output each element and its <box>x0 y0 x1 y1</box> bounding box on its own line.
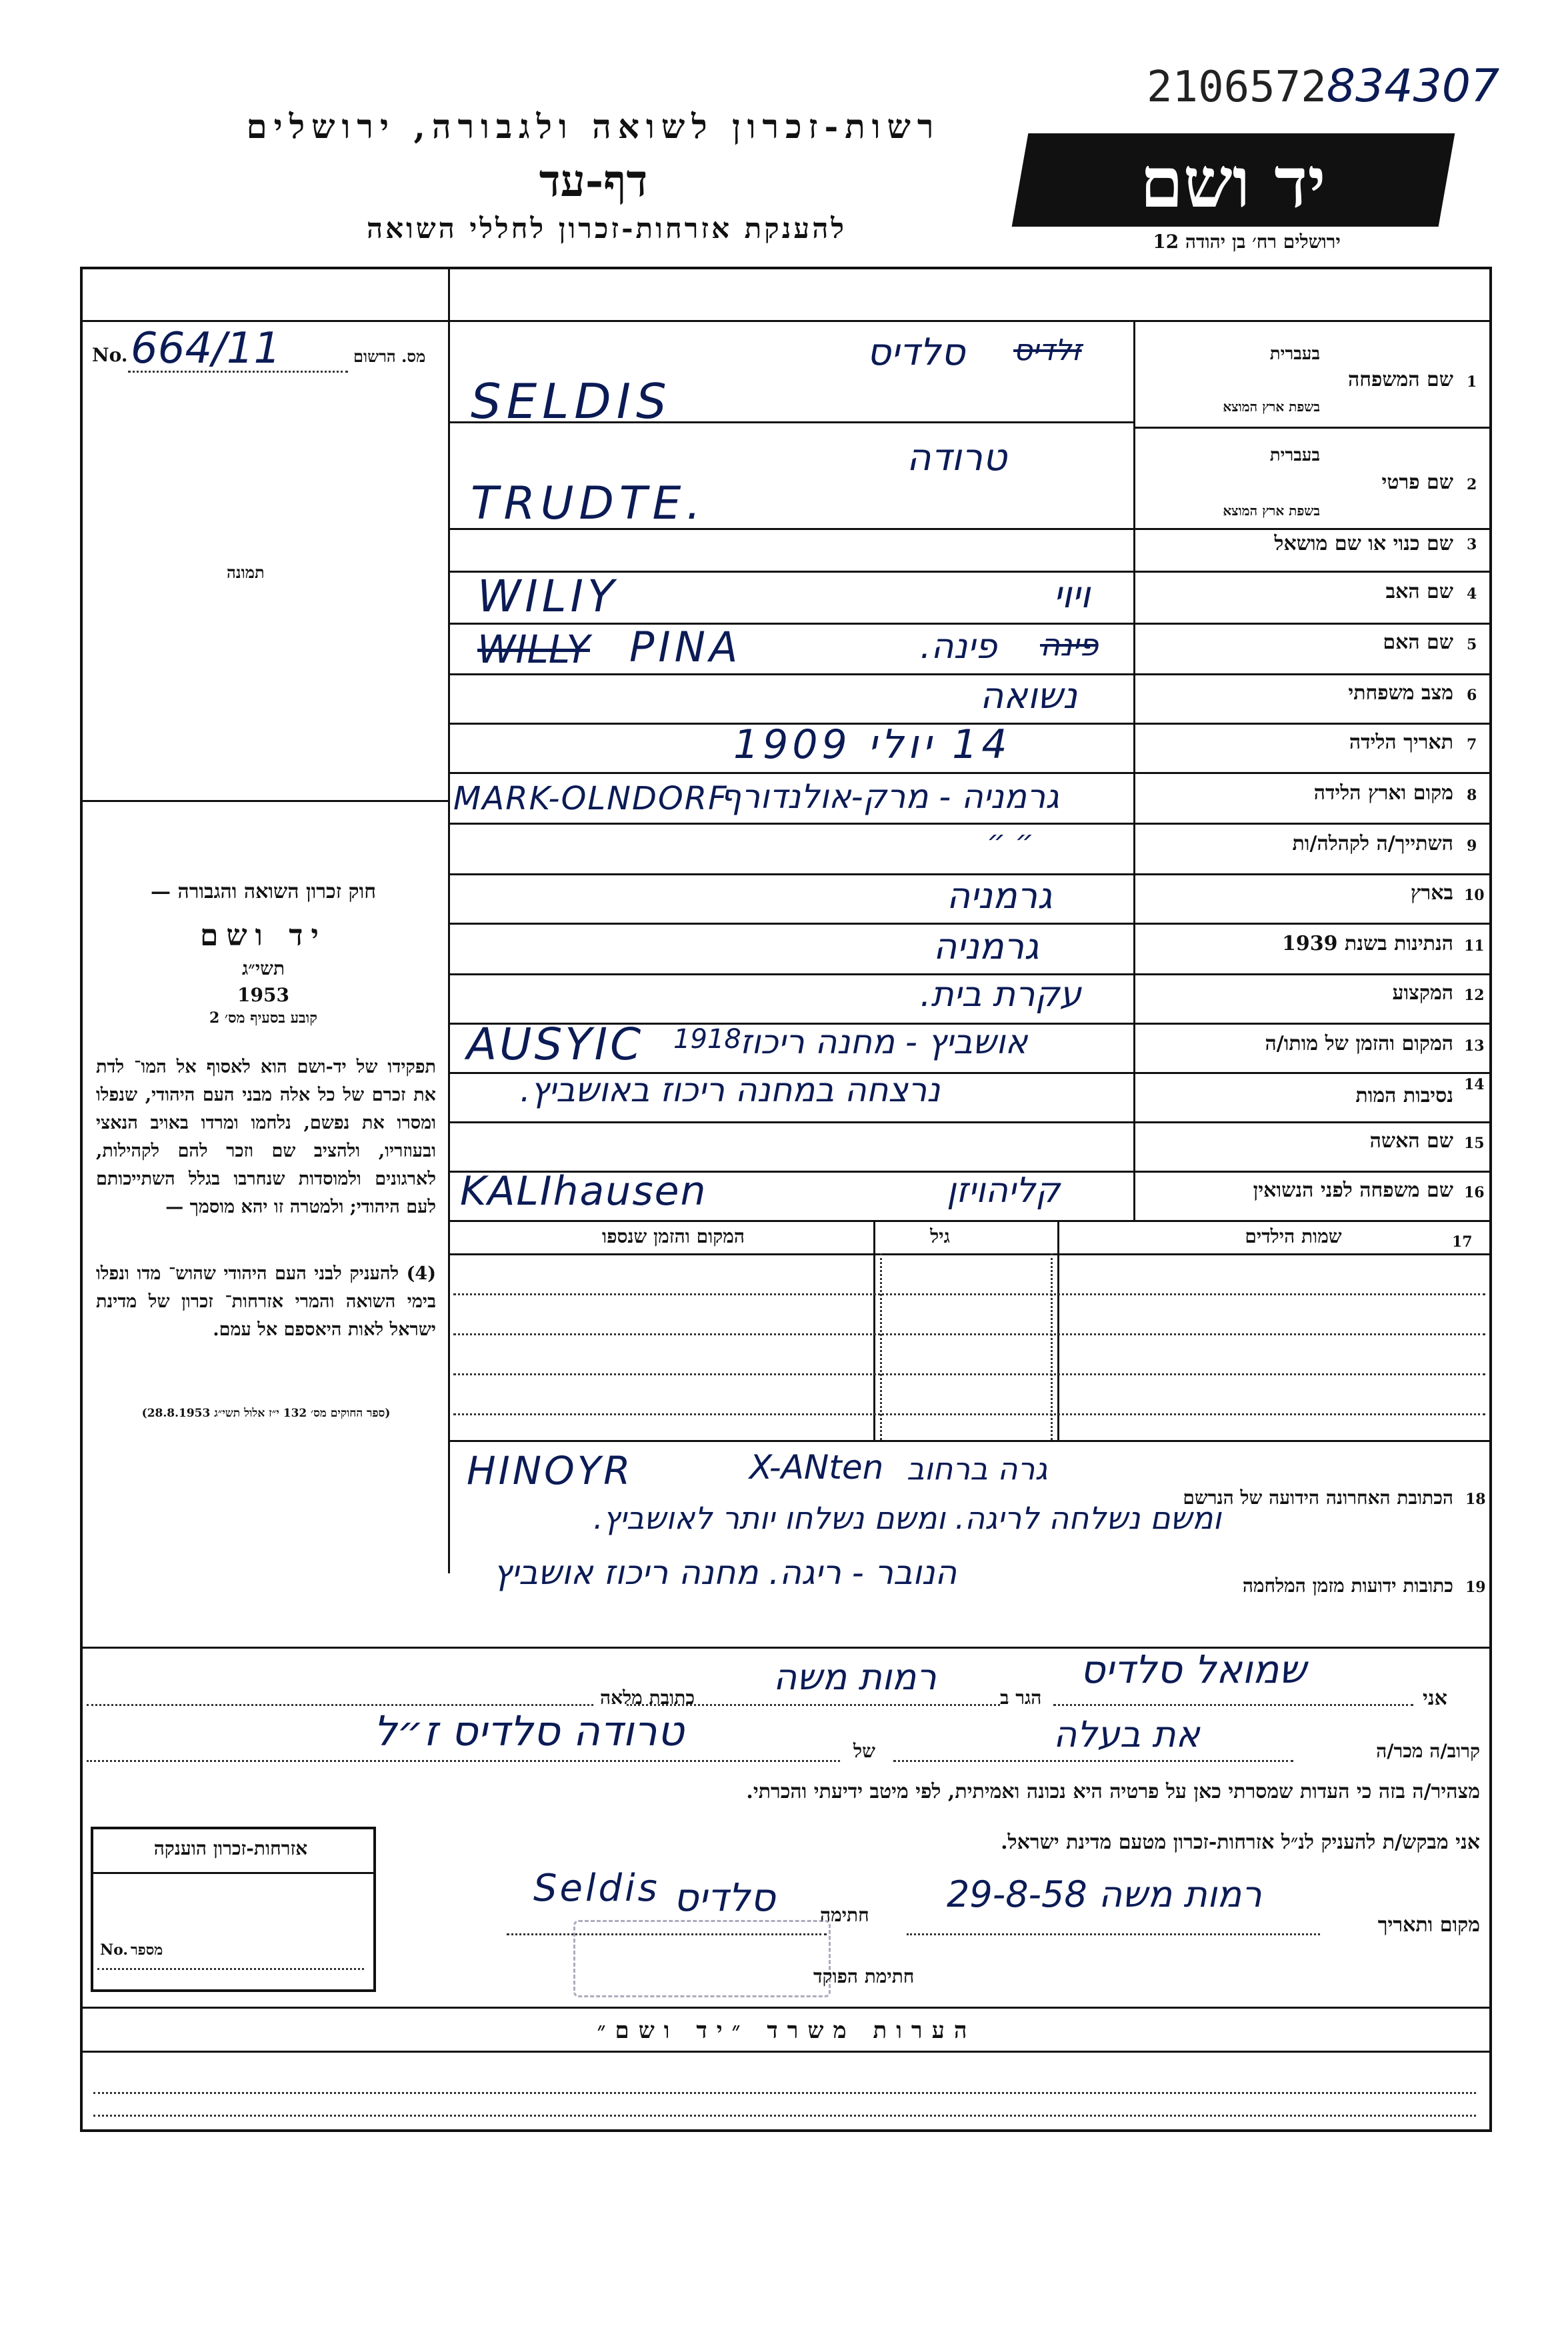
address-19-value[interactable]: הנובר - ריגה. מחנה ריכוז אושביץ <box>493 1553 957 1592</box>
field-1-label: שם המשפחה <box>1347 368 1453 391</box>
declaration-i-value[interactable]: שמואל סלדיס <box>1080 1647 1307 1692</box>
registration-label: מס. הרשום <box>353 347 426 366</box>
children-num: 17 <box>1452 1233 1473 1251</box>
photo-label: תמונה <box>227 563 265 582</box>
field-2-sub-hebrew: בעברית <box>1269 445 1320 465</box>
field-13-value-year: 1918 <box>673 1024 741 1055</box>
law-clause: קובע בסעיף מס׳ 2 <box>209 1009 318 1027</box>
address-19-label: כתובות ידועות מזמן המלחמה <box>1242 1575 1453 1597</box>
field-5-value-hebrew[interactable]: פינה. <box>920 627 997 667</box>
logo-address: ירושלים רח׳ בן יהודה 12 <box>1153 231 1341 253</box>
declaration-i-label: אני <box>1423 1687 1447 1710</box>
field-1-sub-origin: בשפת ארץ המוצא <box>1223 399 1320 415</box>
declaration-signature-value[interactable]: סלדיס <box>673 1875 775 1920</box>
field-8-num: 8 <box>1467 787 1477 804</box>
declaration-place-date-label: מקום ותאריך <box>1377 1913 1480 1937</box>
field-1-value-hebrew[interactable]: סלדיס <box>867 331 965 374</box>
field-16-value-hebrew[interactable]: קליהויזן <box>947 1171 1061 1211</box>
address-19-num: 19 <box>1465 1579 1486 1596</box>
declaration-relative-label: קרוב/ה מכר/ה <box>1376 1740 1480 1762</box>
field-8-label: מקום וארץ הלידה <box>1313 781 1453 805</box>
field-10-value-hebrew[interactable]: גרמניה <box>947 875 1053 917</box>
declaration-of-label: של <box>853 1740 875 1762</box>
field-5-value-struck: פינה <box>1040 627 1099 663</box>
field-4-label: שם האב <box>1385 580 1453 603</box>
field-8-value-latin[interactable]: MARK-OLNDORF <box>453 780 728 817</box>
declaration-relative-value[interactable]: את בעלה <box>1053 1713 1200 1755</box>
law-body-clause4: (4) להעניק לבני העם היהודי שהוש־ מדו ונפלו בימי השואה והמרי אזרחות־ זכרון של מדינת ישראל לאות היאספם אל עמם. <box>96 1263 436 1340</box>
declaration-stamp-label: חתימת הפוקד <box>813 1965 915 1987</box>
children-col-place: המקום והזמן שנספו <box>602 1225 745 1247</box>
law-title: חוק זכרון השואה והגבורה — <box>151 880 376 903</box>
field-1-num: 1 <box>1467 373 1477 391</box>
declaration-statement-1: מצהיר/ה בזה כי העדות שמסרתי כאן על פרטיה היא נכונה ואמיתית, לפי מיטב ידיעתי והכרתי. <box>746 1780 1480 1803</box>
field-2-num: 2 <box>1467 476 1477 493</box>
field-10-num: 10 <box>1464 887 1485 904</box>
field-8-value-hebrew[interactable]: גרמניה - מרק-אולנדורף <box>720 777 1059 816</box>
law-year: 1953 <box>237 984 289 1006</box>
declaration-statement-2: אני מבקש/ת להעניק לנ״ל אזרחות-זכרון מטעם מדינת ישראל. <box>1001 1831 1480 1854</box>
field-4-value-hebrew[interactable]: ויוי <box>1053 573 1091 617</box>
logo-text: יד ושם <box>1140 141 1326 223</box>
address-18-value-latin2[interactable]: X-ANten <box>749 1448 884 1487</box>
declaration-of-value[interactable]: טרודה סלדיס ז״ל <box>373 1707 684 1755</box>
serial-number-handwritten: 834307 <box>1326 60 1500 113</box>
field-16-value-latin[interactable]: KALIhausen <box>460 1168 707 1215</box>
field-3-label: שם כנוי או שם מושאל <box>1274 532 1453 555</box>
field-5-value-struck-latin: WILLY <box>477 627 590 672</box>
field-10-label: בארץ <box>1410 881 1453 905</box>
official-stamp <box>573 1920 831 1997</box>
field-1-value-struck: זלדיס <box>1013 333 1082 367</box>
field-5-num: 5 <box>1467 636 1477 653</box>
address-18-value-hebrew[interactable]: גרה ברחוב <box>907 1451 1048 1487</box>
yad-vashem-logo <box>1012 133 1455 227</box>
field-7-num: 7 <box>1467 736 1477 753</box>
field-16-label: שם משפחה לפני הנשואין <box>1253 1179 1453 1202</box>
law-body: תפקידו של יד-ושם הוא לאסוף אל המו־ לדת את זכרם של כל אלה מבני העם היהודי, שנפלו ומסרו את נפשם, נלחמו ומרדו באויב הנאצי ובעוזריו, ולהציב שם וזכר להם לקהילות, לארגונים ולמוסדות שנחרבו בגלל השתייכותם לעם היהודי; ולמטרה זו יהא מוסמך — <box>96 1057 436 1217</box>
field-9-value-hebrew[interactable]: ״ ״ <box>987 824 1034 858</box>
field-11-value-hebrew[interactable]: גרמניה <box>933 925 1039 967</box>
field-5-label: שם האם <box>1383 631 1453 654</box>
citizenship-box-title: אזרחות-זכרון הוענקה <box>153 1837 308 1859</box>
field-13-num: 13 <box>1464 1037 1485 1055</box>
field-5-value-latin[interactable]: PINA <box>629 623 742 671</box>
field-15-label: שם האשה <box>1369 1129 1453 1153</box>
declaration-signature-latin: Seldis <box>533 1867 660 1910</box>
serial-number <box>1147 60 1499 113</box>
field-2-sub-origin: בשפת ארץ המוצא <box>1223 503 1320 519</box>
form-title: דף-עד <box>539 155 648 207</box>
field-6-value-hebrew[interactable]: נשואה <box>980 675 1077 717</box>
field-13-label: המקום והזמן של מותו/ה <box>1265 1032 1453 1055</box>
law-year-hebrew: תשי״ג <box>241 957 285 979</box>
field-11-num: 11 <box>1464 937 1485 955</box>
citizenship-box-number-label: מספר <box>131 1941 163 1959</box>
field-7-label: תאריך הלידה <box>1349 731 1453 754</box>
form-subtitle: להענקת אזרחות-זכרון לחללי השואה <box>366 212 847 245</box>
address-18-value-latin[interactable]: HINOYR <box>467 1448 633 1493</box>
declaration-resides-value[interactable]: רמות משה <box>773 1656 937 1698</box>
field-2-value-latin[interactable]: TRUDTE. <box>471 477 707 530</box>
field-14-num: 14 <box>1464 1076 1485 1093</box>
field-12-value-hebrew[interactable]: עקרת בית. <box>920 975 1081 1015</box>
field-12-num: 12 <box>1464 987 1485 1004</box>
law-footnote: (ספר החוקים מס׳ 132 י״ז אלול תשי״ג 28.8.1953) <box>141 1407 391 1420</box>
field-14-label: נסיבות המות <box>1355 1084 1453 1107</box>
field-7-value-hebrew[interactable]: 14 יולי 1909 <box>733 721 1011 768</box>
field-4-value-latin[interactable]: WILIY <box>477 571 619 622</box>
registration-number[interactable]: 664/11 <box>131 324 281 373</box>
declaration-resides-label: הגר ב <box>1000 1687 1042 1709</box>
field-15-num: 15 <box>1464 1135 1485 1152</box>
serial-number-print: 2106572 <box>1147 63 1327 112</box>
declaration-signature-label: חתימה <box>820 1904 869 1926</box>
children-col-age: גיל <box>930 1225 950 1247</box>
field-6-label: מצב משפחתי <box>1348 681 1453 705</box>
citizenship-box-no: No. <box>100 1941 129 1959</box>
field-14-value-hebrew[interactable]: נרצחה במחנה ריכוז באושביץ. <box>520 1071 941 1109</box>
address-18-num: 18 <box>1465 1491 1486 1508</box>
address-18-label: הכתובת האחרונה הידועה של הנרשם <box>1183 1487 1453 1509</box>
field-1-value-latin[interactable]: SELDIS <box>471 373 672 429</box>
field-6-num: 6 <box>1467 687 1477 704</box>
field-13-value-hebrew[interactable]: אושביץ - מחנה ריכוז <box>740 1023 1028 1061</box>
children-col-names: שמות הילדים <box>1245 1225 1342 1247</box>
field-9-label: השתייך/ה לקהלה/ות <box>1292 832 1453 855</box>
declaration-place-date-value[interactable]: רמות משה 29-8-58 <box>947 1873 1262 1915</box>
field-11-label: הנתינות בשנת 1939 <box>1281 932 1453 955</box>
field-2-value-hebrew[interactable]: טרודה <box>907 436 1007 479</box>
field-3-num: 3 <box>1467 536 1477 553</box>
address-18-value-line2[interactable]: ומשם נשלחה לריגה. ומשם נשלחו יותר לאושביץ. <box>593 1500 1221 1536</box>
law-name: יד ושם <box>200 919 327 953</box>
field-4-num: 4 <box>1467 585 1477 603</box>
registration-no-label: No. <box>92 344 128 366</box>
authority-line: רשות-זכרון לשואה ולגבורה, ירושלים <box>246 107 941 146</box>
field-12-label: המקצוע <box>1392 981 1453 1005</box>
office-notes-title: הערות משרד ״יד ושם״ <box>597 2017 977 2044</box>
field-16-num: 16 <box>1464 1184 1485 1201</box>
field-2-label: שם פרטי <box>1381 471 1453 494</box>
field-1-sub-hebrew: בעברית <box>1269 344 1320 364</box>
field-9-num: 9 <box>1467 837 1477 855</box>
field-13-value-latin[interactable]: AUSYIC <box>467 1019 644 1070</box>
declaration-full-address-label: כתובת מלאה <box>600 1687 695 1709</box>
